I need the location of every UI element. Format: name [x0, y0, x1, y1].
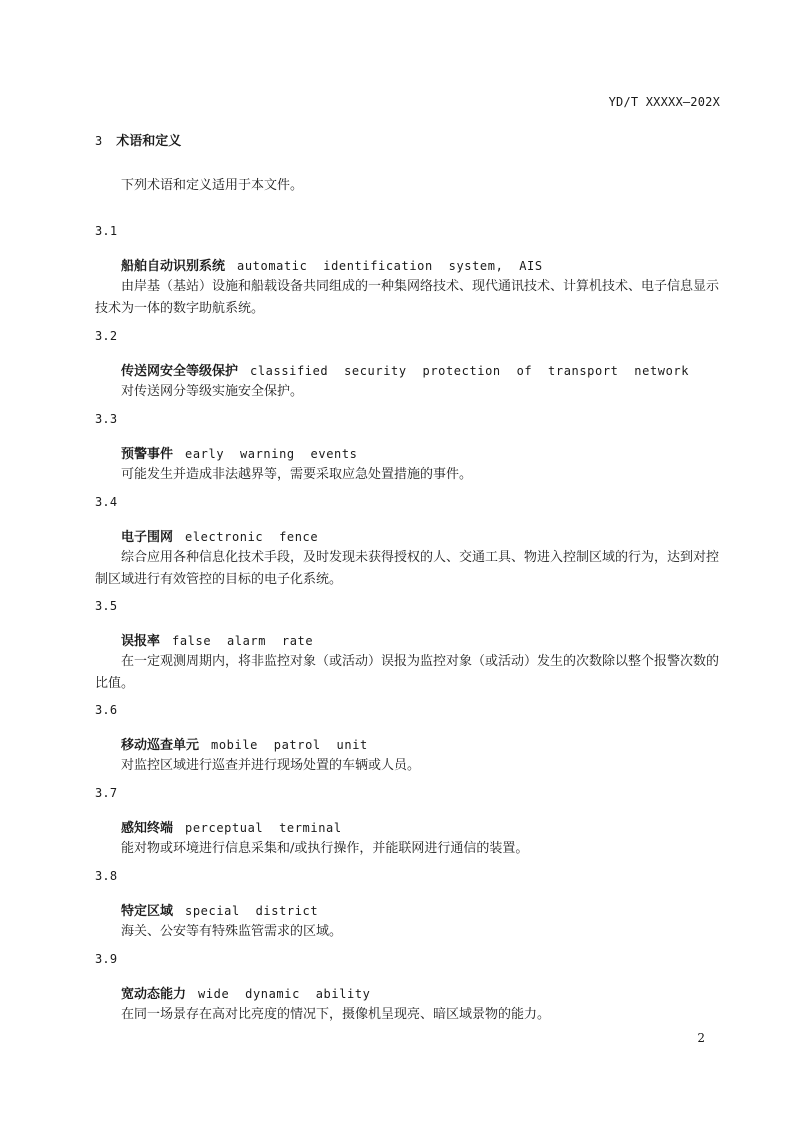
term-chinese: 宽动态能力: [121, 987, 187, 1002]
term-chinese: 船舶自动识别系统: [121, 259, 226, 274]
section-title: 术语和定义: [116, 134, 182, 149]
term-english: automatic identification system, AIS: [237, 259, 543, 273]
term-chinese: 误报率: [121, 634, 161, 649]
term-chinese: 电子围网: [121, 530, 174, 545]
entry-term: [121, 734, 368, 753]
entry-definition: 综合应用各种信息化技术手段，及时发现未获得授权的人、交通工具、物进入控制区域的行为，达到对控制区域进行有效管控的目标的电子化系统。: [95, 550, 720, 587]
entry-definition: 由岸基（基站）设施和船载设备共同组成的一种集网络技术、现代通讯技术、计算机技术、电子信息显示技术为一体的数字助航系统。: [95, 279, 720, 316]
term-chinese: 移动巡查单元: [121, 738, 200, 753]
term-english: early warning events: [185, 447, 358, 461]
entry-definition: 可能发生并造成非法越界等，需要采取应急处置措施的事件。: [121, 467, 473, 482]
entry-definition: 能对物或环境进行信息采集和/或执行操作，并能联网进行通信的装置。: [121, 841, 529, 856]
term-english: electronic fence: [185, 530, 319, 544]
entry-definition: 对监控区域进行巡查并进行现场处置的车辆或人员。: [121, 758, 421, 773]
entry-number: 3.1: [95, 224, 118, 238]
section-heading: [95, 130, 181, 149]
entry-number: 3.5: [95, 599, 118, 613]
section-number: 3: [95, 134, 103, 148]
entry-term: [121, 983, 371, 1002]
entry-definition: 海关、公安等有特殊监管需求的区域。: [121, 924, 343, 939]
entry-term: [121, 526, 318, 545]
entry-term: [121, 630, 313, 649]
term-english: mobile patrol unit: [211, 738, 368, 752]
entry-term: [121, 443, 358, 462]
entry-definition: 在一定观测周期内，将非监控对象（或活动）误报为监控对象（或活动）发生的次数除以整个报警次数的比值。: [95, 654, 720, 691]
entry-number: 3.4: [95, 495, 118, 509]
term-english: classified security protection of transport network: [250, 364, 690, 378]
term-english: wide dynamic ability: [198, 987, 371, 1001]
entry-definition: 在同一场景存在高对比亮度的情况下，摄像机呈现亮、暗区域景物的能力。: [121, 1007, 551, 1022]
term-english: false alarm rate: [172, 634, 314, 648]
entry-term: [121, 360, 689, 379]
term-chinese: 预警事件: [121, 447, 174, 462]
entry-number: 3.6: [95, 703, 118, 717]
term-chinese: 感知终端: [121, 821, 174, 836]
term-english: perceptual terminal: [185, 821, 342, 835]
entry-number: 3.9: [95, 952, 118, 966]
entry-number: 3.8: [95, 869, 118, 883]
section-intro: 下列术语和定义适用于本文件。: [121, 178, 304, 193]
entry-definition: 对传送网分等级实施安全保护。: [121, 384, 304, 399]
entry-number: 3.3: [95, 412, 118, 426]
term-chinese: 特定区域: [121, 904, 174, 919]
entry-number: 3.2: [95, 329, 118, 343]
term-chinese: 传送网安全等级保护: [121, 364, 239, 379]
entry-term: [121, 255, 543, 274]
entry-term: [121, 900, 318, 919]
document-code: YD/T XXXXX—202X: [608, 95, 720, 109]
term-english: special district: [185, 904, 319, 918]
entry-term: [121, 817, 342, 836]
page-number: 2: [697, 1031, 705, 1045]
entry-number: 3.7: [95, 786, 118, 800]
